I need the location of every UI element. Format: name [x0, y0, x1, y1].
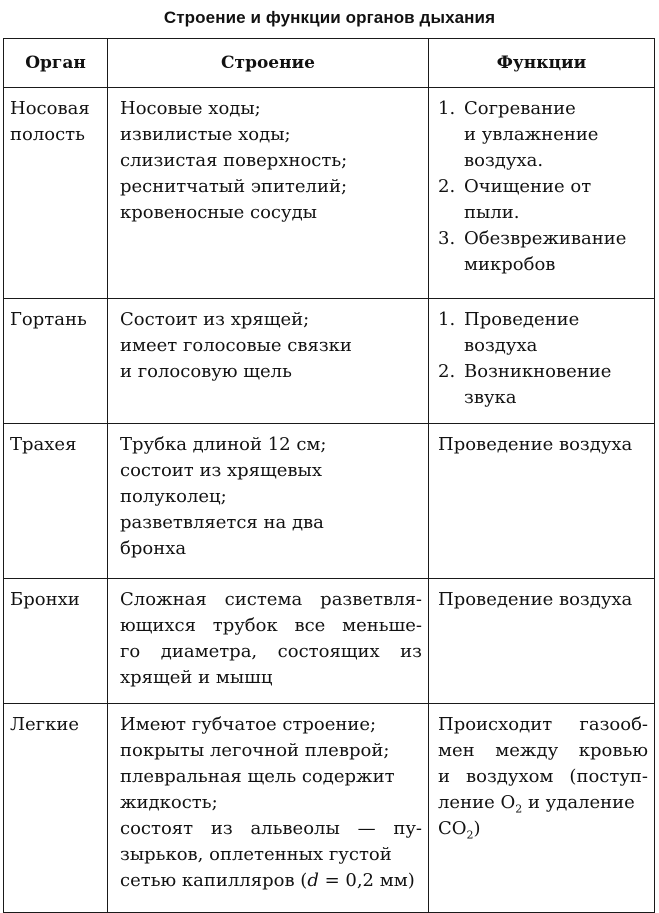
- formula-subscript: 2: [466, 828, 474, 842]
- structure-line: плевральная щель содержит: [120, 766, 395, 787]
- function-number: 2.: [438, 361, 456, 382]
- function-item: [438, 174, 648, 226]
- function-text: воздуха.: [464, 150, 544, 171]
- structure-line: имеет голосовые связки: [120, 335, 352, 356]
- header-organ: Орган: [4, 39, 108, 88]
- function-text: и увлажнение: [464, 124, 599, 145]
- structure-line: хрящей и мышц: [120, 667, 273, 688]
- function-number: 3.: [438, 228, 456, 249]
- function-item: [438, 307, 648, 359]
- organ-name: полость: [10, 124, 85, 145]
- structure-line: Носовые ходы;: [120, 98, 261, 119]
- structure-cell: [108, 299, 429, 424]
- functions-list: [438, 96, 648, 278]
- functions-list: [438, 307, 648, 411]
- function-number: 1.: [438, 309, 456, 330]
- table-header-row: [4, 39, 655, 88]
- structure-line: Состоит из хрящей;: [120, 309, 310, 330]
- functions-cell: [429, 88, 655, 299]
- function-number: 1.: [438, 98, 456, 119]
- structure-line: слизистая поверхность;: [120, 150, 348, 171]
- structure-line: реснитчатый эпителий;: [120, 176, 348, 197]
- function-text: Происходит газооб-: [438, 714, 648, 735]
- structure-line: зырьков, оплетенных густой: [120, 844, 392, 865]
- formula-prefix: сетью капилляров (: [120, 870, 308, 891]
- function-text: воздуха: [464, 335, 538, 356]
- functions-cell: [429, 579, 655, 704]
- structure-line: Трубка длиной 12 см;: [120, 434, 327, 455]
- organ-name: Бронхи: [10, 589, 80, 610]
- function-item: [438, 226, 648, 278]
- organ-name: Носовая: [10, 98, 90, 119]
- header-functions: Функции: [429, 39, 655, 88]
- function-text: звука: [464, 387, 517, 408]
- function-text: Проведение воздуха: [438, 589, 633, 610]
- structure-line: полуколец;: [120, 486, 227, 507]
- functions-cell: [429, 704, 655, 913]
- functions-cell: [429, 424, 655, 579]
- organ-cell: [4, 579, 108, 704]
- structure-cell: [108, 579, 429, 704]
- function-text: Согревание: [464, 98, 576, 119]
- structure-line: извилистые ходы;: [120, 124, 291, 145]
- page-title: Строение и функции органов дыхания: [163, 8, 496, 27]
- function-text: мен между кровью: [438, 740, 648, 761]
- function-text: и воздухом (поступ-: [438, 766, 648, 787]
- structure-cell: [108, 704, 429, 913]
- structure-line: разветвляется на два: [120, 512, 324, 533]
- function-text: микробов: [464, 254, 556, 275]
- formula-o: ление O: [438, 792, 516, 813]
- structure-line: ющихся трубок все меньше-: [120, 615, 422, 636]
- structure-line: и голосовую щель: [120, 361, 292, 382]
- formula-co: CO: [438, 818, 467, 839]
- function-text: Проведение: [464, 309, 580, 330]
- structure-line: покрыты легочной плеврой;: [120, 740, 390, 761]
- structure-cell: [108, 88, 429, 299]
- organ-name: Гортань: [10, 309, 87, 330]
- function-text: Возникновение: [464, 361, 612, 382]
- function-text: Обезвреживание: [464, 228, 627, 249]
- table-row-larynx: [4, 299, 655, 424]
- structure-line-formula: [120, 868, 422, 894]
- organ-cell: [4, 299, 108, 424]
- organ-cell: [4, 704, 108, 913]
- function-item: [438, 96, 648, 174]
- structure-line: состоит из хрящевых: [120, 460, 323, 481]
- formula-variable: d: [307, 870, 319, 891]
- table-row-nasal-cavity: [4, 88, 655, 299]
- structure-line: состоят из альвеолы — пу-: [120, 818, 422, 839]
- structure-line: кровеносные сосуды: [120, 202, 318, 223]
- respiratory-organs-table: [3, 38, 654, 913]
- table-row-lungs: [4, 704, 655, 913]
- header-structure: Строение: [108, 39, 429, 88]
- function-number: 2.: [438, 176, 456, 197]
- structure-line: го диаметра, состоящих из: [120, 641, 422, 662]
- table-row-trachea: [4, 424, 655, 579]
- function-text-formula: [438, 790, 648, 816]
- structure-cell: [108, 424, 429, 579]
- organ-cell: [4, 424, 108, 579]
- function-text: Очищение от: [464, 176, 592, 197]
- function-text: Проведение воздуха: [438, 434, 633, 455]
- function-item: [438, 359, 648, 411]
- formula-text: и удаление: [522, 792, 635, 813]
- structure-line: Имеют губчатое строение;: [120, 714, 377, 735]
- organ-cell: [4, 88, 108, 299]
- structure-line: жидкость;: [120, 792, 218, 813]
- formula-close: ): [473, 818, 481, 839]
- organ-name: Легкие: [10, 714, 80, 735]
- formula-subscript: 2: [515, 802, 523, 816]
- structure-line: Сложная система разветвля-: [120, 589, 422, 610]
- function-text: пыли.: [464, 202, 520, 223]
- organ-name: Трахея: [10, 434, 77, 455]
- function-text-formula: [438, 816, 648, 842]
- structure-line: бронха: [120, 538, 187, 559]
- functions-cell: [429, 299, 655, 424]
- table-row-bronchi: [4, 579, 655, 704]
- formula-value: = 0,2 мм): [318, 870, 415, 891]
